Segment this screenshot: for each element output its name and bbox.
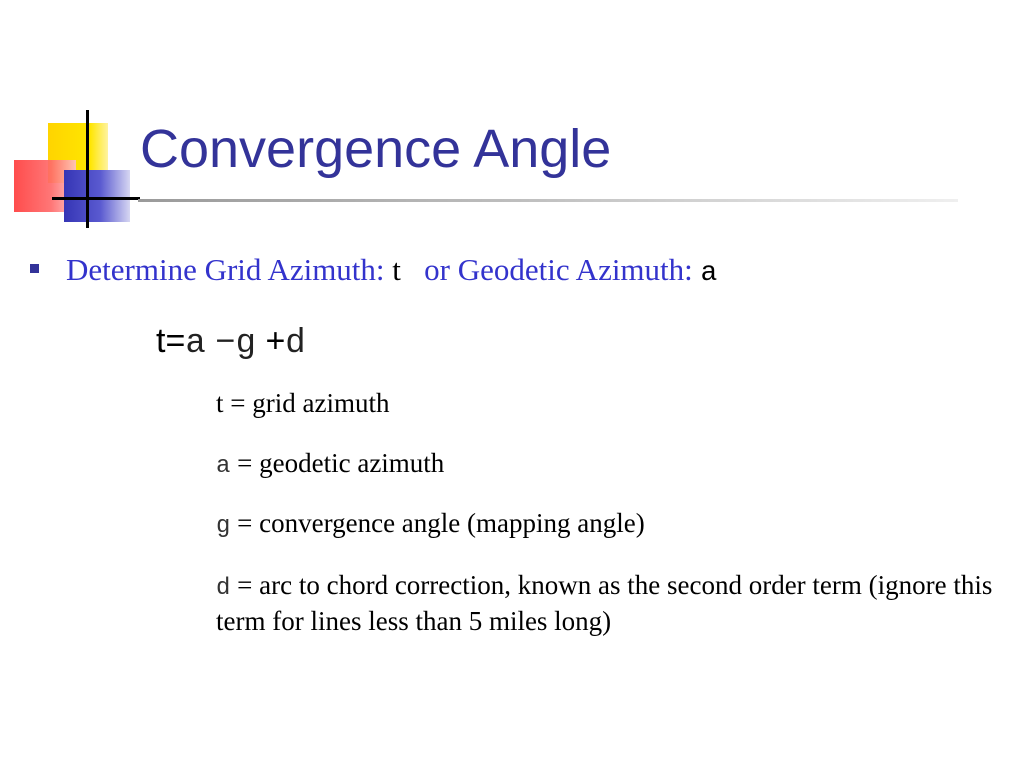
bullet-marker [30,264,39,273]
bullet-middle: or Geodetic Azimuth: [424,252,693,287]
definition-g [216,506,996,542]
logo-blue-square [64,170,130,222]
geodetic-azimuth-symbol: a [700,258,718,289]
bullet-prefix: Determine Grid Azimuth: [66,252,385,287]
equation-g: g [235,325,256,363]
definition-a [216,446,996,482]
definition-symbol: t [216,388,224,418]
equation-plus: + [265,322,286,360]
equation-a: a [185,325,206,363]
azimuth-equation [156,321,306,365]
slide-title: Convergence Angle [140,119,612,179]
slide-logo-decoration [0,0,140,240]
equation-minus: − [215,325,236,363]
title-underline-rule [138,199,958,202]
definition-text: = arc to chord correction, known as the second order term (ignore this term for lines less than 5 miles long) [216,570,993,637]
definition-d [216,568,996,639]
definition-t [216,386,996,421]
definition-text: = geodetic azimuth [237,448,445,478]
definition-symbol: d [216,575,231,602]
grid-azimuth-symbol: t [392,252,401,287]
bullet-text [66,251,717,291]
definition-text: = grid azimuth [230,388,390,418]
definition-symbol: a [216,453,231,480]
equation-lhs: t [156,322,166,360]
definition-text: = convergence angle (mapping angle) [237,508,645,538]
logo-horizontal-line [52,197,140,200]
equation-equals: = [165,322,186,360]
equation-d: d [285,325,306,363]
definition-symbol: g [216,513,231,540]
logo-vertical-line [86,110,89,228]
